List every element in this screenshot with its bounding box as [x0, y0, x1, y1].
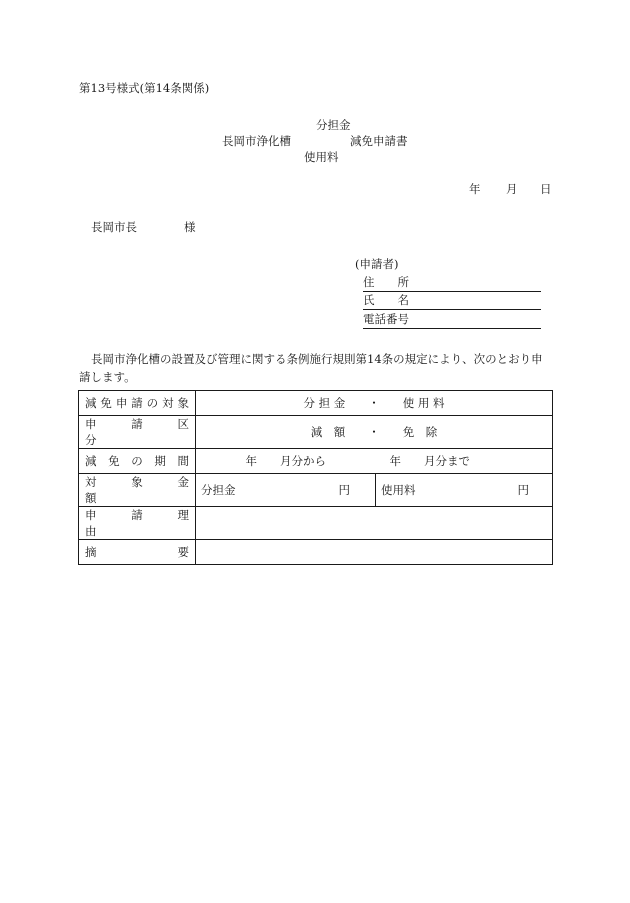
applicant-name-label: 氏 名: [363, 293, 409, 307]
reason-field[interactable]: [196, 507, 553, 540]
date-day[interactable]: 日: [540, 182, 552, 196]
period-to[interactable]: 年 月分まで: [376, 449, 553, 474]
table-row-amount: [79, 474, 553, 507]
applicant-address-label: 住 所: [363, 275, 409, 289]
date-month[interactable]: 月: [506, 182, 518, 196]
addressee-honorific: 様: [184, 220, 196, 234]
title-fee-bottom: 使用料: [304, 150, 339, 164]
amount-label: 対 象 金 額: [79, 474, 196, 507]
addressee-name: 長岡市長: [91, 220, 137, 234]
period-label: 減 免 の 期 間: [79, 449, 196, 474]
applicant-phone-field[interactable]: [363, 313, 541, 329]
remarks-field[interactable]: [196, 540, 553, 565]
applicant-heading: (申請者): [355, 257, 399, 271]
table-row-category: [79, 416, 553, 449]
form-number: 第13号様式(第14条関係): [79, 81, 210, 95]
applicant-address-field[interactable]: [363, 276, 541, 292]
period-from[interactable]: 年 月分から: [196, 449, 376, 474]
target-label: 減免申請の対象: [79, 391, 196, 416]
amount-usage-unit: 円: [517, 483, 529, 497]
table-row-reason: [79, 507, 553, 540]
applicant-phone-label: 電話番号: [363, 312, 409, 326]
category-label: 申 請 区 分: [79, 416, 196, 449]
title-middle: 減免申請書: [350, 134, 408, 148]
title-main: 長岡市浄化槽: [222, 134, 291, 148]
amount-fee-unit: 円: [338, 483, 350, 497]
table-row-remarks: [79, 540, 553, 565]
body-text: 長岡市浄化槽の設置及び管理に関する条例施行規則第14条の規定により、次のとおり申請します。: [79, 352, 543, 384]
reason-label: 申 請 理 由: [79, 507, 196, 540]
table-row-period: [79, 449, 553, 474]
application-table: [78, 390, 553, 565]
date-year[interactable]: 年: [469, 182, 481, 196]
amount-fee-label: 分担金: [201, 483, 236, 497]
table-row-target: [79, 391, 553, 416]
amount-fee-cell[interactable]: [196, 474, 376, 507]
target-value[interactable]: 分 担 金 ・ 使 用 料: [196, 391, 553, 416]
amount-usage-cell[interactable]: [376, 474, 553, 507]
category-value[interactable]: 減 額 ・ 免 除: [196, 416, 553, 449]
amount-usage-label: 使用料: [381, 483, 416, 497]
remarks-label: 摘 要: [79, 540, 196, 565]
applicant-name-field[interactable]: [363, 294, 541, 310]
title-fee-top: 分担金: [316, 118, 351, 132]
